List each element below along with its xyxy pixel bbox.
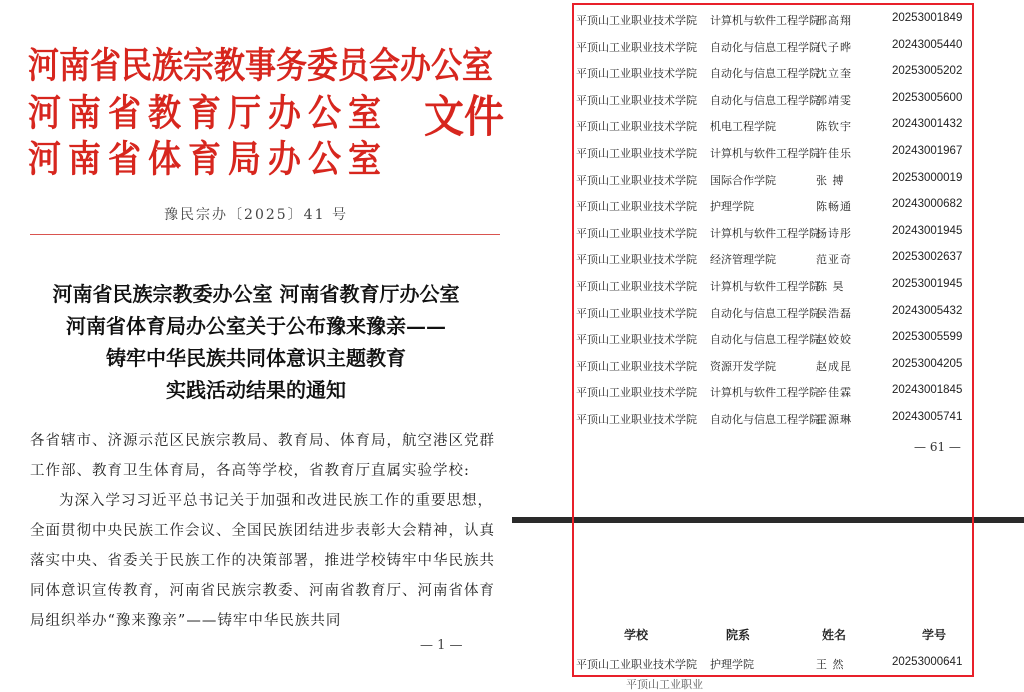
cell-school: 平顶山工业职业技术学院 [576, 386, 697, 400]
addressee-text: 各省辖市、济源示范区民族宗教局、教育局、体育局，航空港区党群工作部、教育卫生体育局，各高等学校，省教育厅直属实验学校: [30, 433, 495, 479]
cell-name: 杨诗彤 [816, 226, 852, 240]
cell-id: 20253005599 [892, 331, 963, 344]
cell-name: 范亚奇 [816, 253, 852, 267]
cell-name: 辛佳霖 [816, 386, 852, 400]
cell-dept: 计算机与软件工程学院 [710, 226, 820, 240]
cell-name: 陈畅通 [816, 200, 852, 214]
cell-dept: 资源开发学院 [710, 359, 776, 373]
cell-name: 张 搏 [816, 173, 845, 187]
cell-school: 平顶山工业职业技术学院 [576, 173, 697, 187]
cell-dept: 计算机与软件工程学院 [710, 280, 820, 293]
cell-name: 郭靖雯 [816, 93, 852, 107]
cell-school: 平顶山工业职业技术学院 [576, 40, 697, 54]
issuer-line-3: 河南省体育局办公室 [28, 136, 388, 181]
cell-school: 平顶山工业职业技术学院 [576, 226, 697, 240]
issuer-line-1: 河南省民族宗教事务委员会办公室 [28, 45, 493, 87]
title-line: 实践活动结果的通知 [166, 378, 346, 402]
cell-id: 20253001849 [892, 12, 963, 24]
cell-school: 平顶山工业职业技术学院 [576, 253, 697, 267]
red-divider-line [30, 234, 500, 235]
cell-dept: 自动化与信息工程学院 [710, 67, 820, 81]
page-number-left: — 1 — [420, 638, 463, 653]
cell-id: 20243001945 [892, 224, 963, 237]
cell-dept: 计算机与软件工程学院 [710, 147, 820, 160]
cell-id: 20253002637 [892, 251, 963, 264]
cell-id: 20243005432 [892, 304, 963, 317]
header-school: 学校 [624, 628, 649, 642]
cell-id: 20253001945 [892, 278, 963, 290]
document-number: 豫民宗办〔2025〕41 号 [164, 207, 348, 223]
cell-id: 20253004205 [892, 357, 963, 370]
body-paragraph: 为深入学习习近平总书记关于加强和改进民族工作的重要思想，全面贯彻中央民族工作会议、全国民族团结进步表彰大会精神，认真落实中央、省委关于民族工作的决策部署，推进学校铸牢中华民族共同体意识宣传教育，河南省民族宗教委、河南省教育厅、河南省体育局组织举办“豫来豫亲”——铸牢中华民族共同 [30, 493, 495, 629]
cell-id: 20243005440 [892, 38, 963, 51]
issuer-line-2: 河南省教育厅办公室 [28, 90, 388, 135]
cell-dept: 自动化与信息工程学院 [710, 93, 820, 107]
cell-name: 赵成昆 [816, 359, 852, 373]
cell-id: 20243005741 [892, 411, 963, 423]
cell-name: 陈 昊 [816, 280, 845, 293]
cell-dept: 自动化与信息工程学院 [710, 40, 820, 54]
cell-id: 20243001967 [892, 145, 963, 157]
cell-id: 20253000641 [892, 656, 963, 668]
document-title [0, 278, 512, 406]
cell-name: 霍源琳 [816, 413, 852, 426]
header-id: 学号 [922, 628, 947, 642]
cell-dept: 自动化与信息工程学院 [710, 306, 820, 320]
header-name: 姓名 [822, 628, 847, 642]
cell-school: 平顶山工业职业技术学院 [576, 306, 697, 320]
title-line: 河南省民族宗教委办公室 河南省教育厅办公室 [52, 282, 460, 306]
cell-school: 平顶山工业职业技术学院 [576, 14, 697, 27]
cell-school: 平顶山工业职业技术学院 [576, 120, 697, 134]
cell-dept: 计算机与软件工程学院 [710, 386, 820, 400]
cell-school: 平顶山工业职业技术学院 [576, 147, 697, 160]
cell-name: 沈立奎 [816, 67, 852, 81]
cell-id: 20253005202 [892, 65, 963, 78]
cell-name: 王 然 [816, 658, 845, 671]
cell-dept: 护理学院 [710, 200, 754, 214]
cell-id: 20243001432 [892, 118, 963, 131]
cell-id: 20253005600 [892, 91, 963, 104]
cell-dept: 机电工程学院 [710, 120, 776, 134]
cell-dept: 自动化与信息工程学院 [710, 333, 820, 347]
cell-name: 赵姣姣 [816, 333, 852, 347]
cell-dept: 计算机与软件工程学院 [710, 14, 820, 27]
cell-school: 平顶山工业职业技术学院 [576, 200, 697, 214]
cell-school: 平顶山工业职业技术学院 [576, 359, 697, 373]
partial-row: 平顶山工业职业 [626, 678, 703, 691]
cell-id: 20253000019 [892, 171, 963, 184]
header-dept: 院系 [726, 628, 751, 642]
cell-school: 平顶山工业职业技术学院 [576, 413, 697, 426]
cell-dept: 经济管理学院 [710, 253, 776, 267]
cell-name: 陈钦宇 [816, 120, 852, 134]
cell-id: 20243000682 [892, 198, 963, 211]
cell-school: 平顶山工业职业技术学院 [576, 280, 697, 293]
cell-id: 20243001845 [892, 384, 963, 397]
cell-dept: 护理学院 [710, 658, 754, 671]
cell-name: 邢高翔 [816, 14, 852, 27]
cell-name: 侯浩磊 [816, 306, 852, 320]
cell-school: 平顶山工业职业技术学院 [576, 333, 697, 347]
document-label: 文件 [424, 90, 504, 143]
cell-school: 平顶山工业职业技术学院 [576, 658, 697, 671]
cell-dept: 国际合作学院 [710, 173, 776, 187]
page-number-right: — 61 — [914, 440, 961, 454]
highlight-box [572, 3, 974, 677]
cell-school: 平顶山工业职业技术学院 [576, 67, 697, 81]
cell-name: 许佳乐 [816, 147, 852, 160]
title-line: 铸牢中华民族共同体意识主题教育 [106, 346, 406, 370]
cell-school: 平顶山工业职业技术学院 [576, 93, 697, 107]
cell-dept: 自动化与信息工程学院 [710, 413, 820, 426]
cell-name: 代子晔 [816, 40, 852, 54]
title-line: 河南省体育局办公室关于公布豫来豫亲—— [66, 314, 446, 338]
left-document-page [0, 0, 512, 682]
